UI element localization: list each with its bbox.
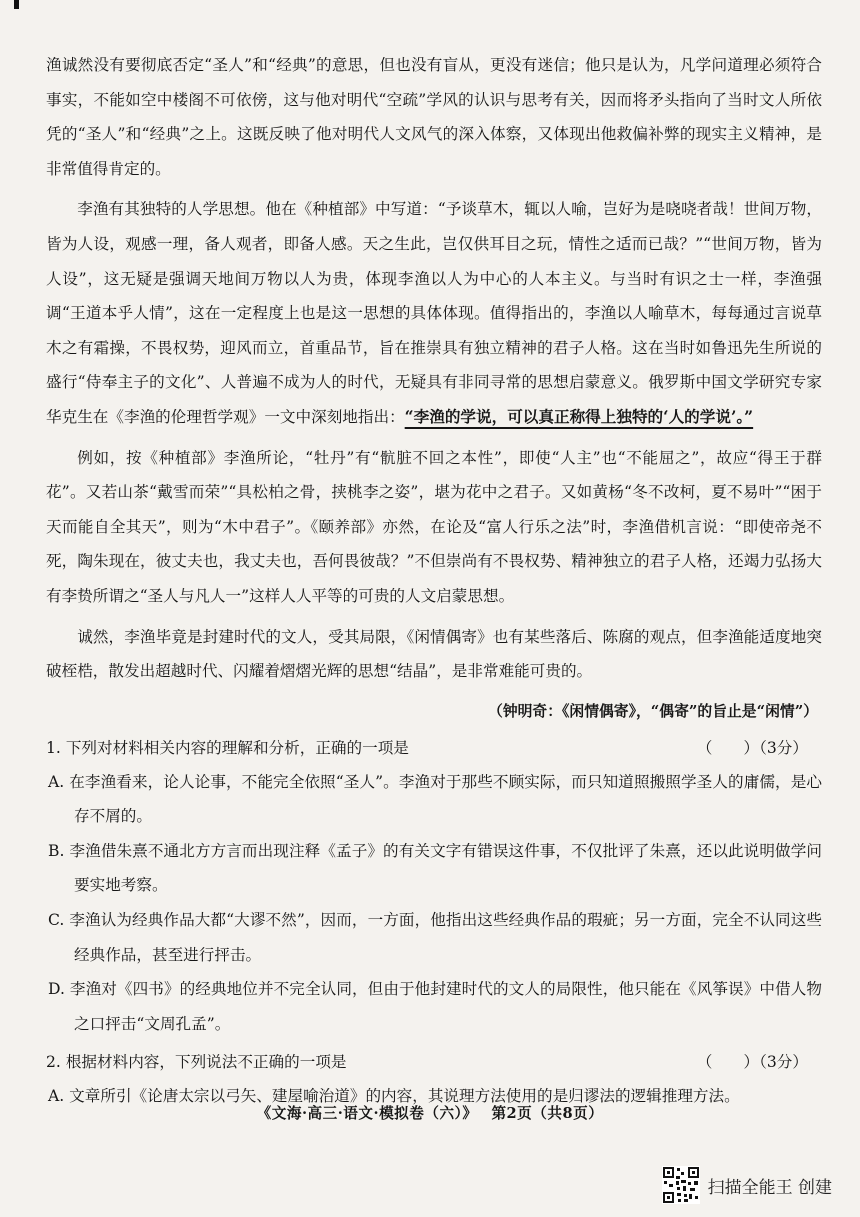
- question-2-option-a: A. 文章所引《论唐太宗以弓矢、建屋喻治道》的内容，其说理方法使用的是归谬法的逻辑推理方法。: [48, 1087, 740, 1106]
- question-1-stem: [46, 731, 822, 765]
- page-content: [46, 48, 822, 1114]
- passage-paragraph-2: [46, 192, 822, 434]
- passage-paragraph-1: 渔诚然没有要彻底否定“圣人”和“经典”的意思，但也没有盲从，更没有迷信；他只是认为，凡学问道理必须符合事实，不能如空中楼阁不可依傍，这与他对明代“空疏”学风的认识与思考有关，因而将矛头指向了当时文人所依凭的“圣人”和“经典”之上。这既反映了他对明代人文风气的深入体察，又体现出他救偏补弊的现实主义精神，是非常值得肯定的。: [46, 56, 822, 178]
- question-1-text: 1. 下列对材料相关内容的理解和分析，正确的一项是: [46, 738, 409, 757]
- passage-paragraph-3: 例如，按《种植部》李渔所论，“牡丹”有“骯脏不回之本性”，即使“人主”也“不能屈之”，故应“得王于群花”。又若山茶“戴雪而荣”“具松柏之骨，挟桃李之姿”，堪为花中之君子。又如黄杨“冬不改柯，夏不易叶”“困于天而能自全其天”，则为“木中君子”。《颐养部》亦然，在论及“富人行乐之法”时，李渔借机言说：“即使帝尧不死，陶朱现在，彼丈夫也，我丈夫也，吾何畏彼哉？”不但崇尚有不畏权势、精神独立的君子人格，还竭力弘扬大有李贽所谓之“圣人与凡人一”这样人人平等的可贵的人文启蒙思想。: [46, 448, 822, 605]
- scanner-label: 扫描全能王 创建: [707, 1177, 832, 1198]
- underlined-quote: “李渔的学说，可以真正称得上独特的‘人的学说’。”: [404, 406, 754, 426]
- question-2-text: 2. 根据材料内容，下列说法不正确的一项是: [46, 1053, 347, 1072]
- passage-paragraph-4: 诚然，李渔毕竟是封建时代的文人，受其局限，《闲情偶寄》也有某些落后、陈腐的观点，但李渔能适度地突破桎梏，散发出超越时代、闪耀着熠熠光辉的思想“结晶”，是非常难能可贵的。: [46, 627, 822, 681]
- paragraph-2-text: 李渔有其独特的人学思想。他在《种植部》中写道：“予谈草木，辄以人喻，岂好为是哓哓者哉！世间万物，皆为人设，观感一理，备人观者，即备人感。天之生此，岂仅供耳目之玩，情性之适而已哉？”“世间万物，皆为人设”，这无疑是强调天地间万物以人为贵，体现李渔以人为中心的人本主义。与当时有识之士一样，李渔强调“王道本乎人情”，这在一定程度上也是这一思想的具体体现。值得指出的，李渔以人喻草木，每每通过言说草木之有霜操，不畏权势，迎风而立，首重品节，旨在推崇具有独立精神的君子人格。这在当时如鲁迅先生所说的盛行“侍奉主子的文化”、人普遍不成为人的时代，无疑具有非同寻常的思想启蒙意义。俄罗斯中国文学研究专家华克生在《李渔的伦理哲学观》一文中深刻地指出：: [46, 200, 822, 426]
- qr-code-icon: [662, 1166, 700, 1204]
- question-2-stem: [46, 1045, 822, 1079]
- question-1-option-c: C. 李渔认为经典作品大都“大谬不然”，因而，一方面，他指出这些经典作品的瑕疵；另一方面，完全不认同这些经典作品，甚至进行抨击。: [48, 911, 822, 964]
- question-2-score: （ ）（3分）: [696, 1053, 808, 1072]
- passage-source: （钟明奇：《闲情偶寄》，“偶寄”的旨止是“闲情”）: [488, 702, 818, 720]
- scanner-watermark: [662, 1166, 832, 1204]
- footer-page-number: 第2页（共8页）: [491, 1105, 604, 1122]
- footer-title: 《文海·高三·语文·模拟卷（六）》: [256, 1105, 478, 1122]
- question-1-option-d: D. 李渔对《四书》的经典地位并不完全认同，但由于他封建时代的文人的局限性，他只能在《风筝误》中借人物之口抨击“文周孔孟”。: [48, 980, 822, 1033]
- scan-corner-mark: [14, 0, 19, 9]
- question-1-score: （ ）（3分）: [696, 738, 808, 757]
- question-1-option-a: A. 在李渔看来，论人论事，不能完全依照“圣人”。李渔对于那些不顾实际，而只知道照搬照学圣人的庸儒，是心存不屑的。: [48, 772, 822, 826]
- page-footer: [0, 1102, 860, 1123]
- question-1: [46, 731, 822, 1042]
- question-1-option-b: B. 李渔借朱熹不通北方方言而出现注释《孟子》的有关文字有错误这件事，不仅批评了朱熹，还以此说明做学问要实地考察。: [48, 841, 822, 895]
